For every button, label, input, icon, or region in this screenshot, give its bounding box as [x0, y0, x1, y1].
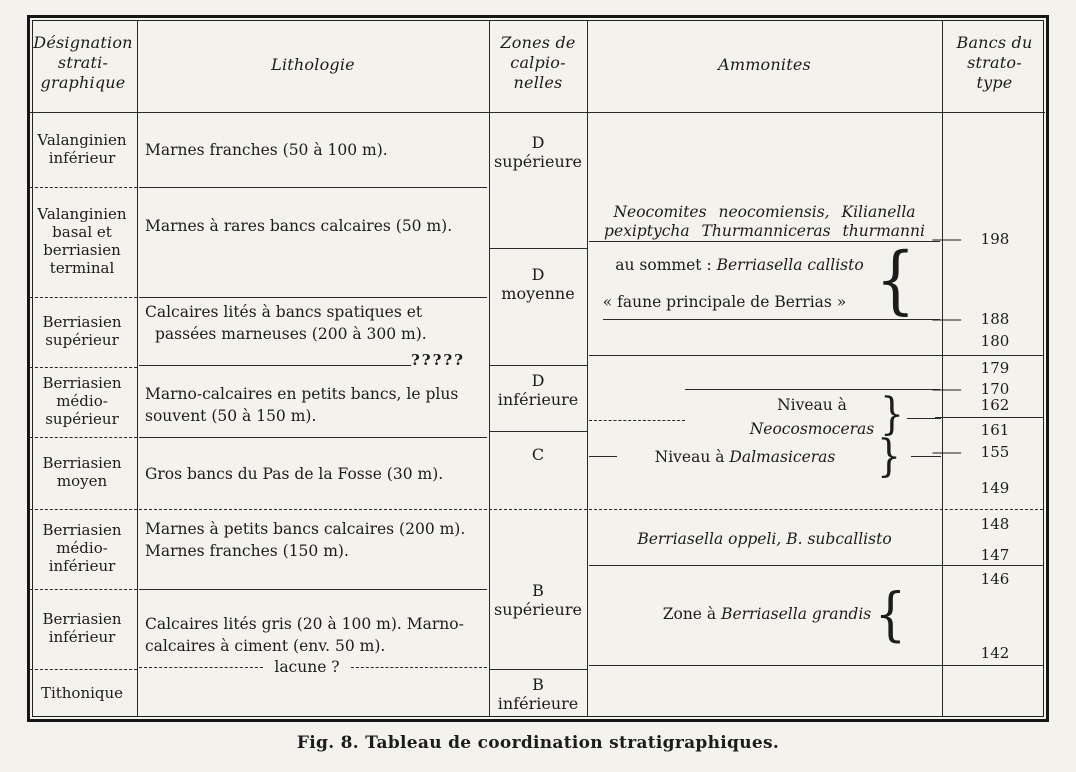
- calpionelle-zone-b-superieure: [489, 581, 587, 619]
- stage-line: inférieur: [48, 557, 116, 575]
- calpionelle-zone-d-superieure: [489, 133, 587, 171]
- ammonite-fauna-neocomites: [592, 203, 937, 241]
- lithology-text: souvent (50 à 150 m).: [145, 407, 317, 425]
- ammonite-niveau-neocosmoceras: [742, 396, 882, 439]
- ammonite-text: Niveau à: [777, 396, 847, 414]
- lithology-row-7: [145, 613, 485, 657]
- bed-value: 161: [980, 421, 1010, 439]
- zone-qualifier: supérieure: [494, 152, 582, 171]
- row-divider: [139, 297, 487, 298]
- ammonite-fauna-oppeli: [592, 530, 937, 549]
- bed-number-142: [947, 644, 1043, 662]
- stage-line: Tithonique: [40, 684, 124, 702]
- header-line: Ammonites: [718, 55, 811, 74]
- bed-value: 142: [980, 644, 1010, 662]
- calpionelle-zone-c: [489, 445, 587, 464]
- ammonite-note-fauna-quote: [602, 293, 847, 312]
- ammonite-text: Neocomites neocomiensis, Kilianella: [613, 203, 916, 221]
- row-divider: [30, 437, 137, 438]
- zone-letter: B: [532, 581, 544, 600]
- column-divider: [587, 21, 588, 716]
- lithology-text: Marnes franches (150 m).: [145, 542, 349, 560]
- bed-number-146: [947, 570, 1043, 588]
- header-line: graphique: [40, 73, 126, 92]
- ammonite-taxon: Berriasella oppeli, B. subcallisto: [637, 530, 892, 548]
- lithology-text: Gros bancs du Pas de la Fosse (30 m).: [145, 465, 444, 483]
- column-divider: [942, 21, 943, 716]
- lacune-divider-left: [139, 667, 263, 668]
- bed-number-162: [947, 396, 1043, 414]
- row-divider: [489, 509, 587, 510]
- connector-dash: [907, 418, 941, 419]
- row-divider: [935, 417, 1043, 418]
- zone-letter: D: [531, 133, 545, 152]
- stage-cell-valanginien-basal: [28, 205, 136, 277]
- brace-glyph: }: [877, 431, 901, 482]
- lacune-text: lacune ?: [274, 658, 340, 676]
- stage-cell-berriasien-moyen: [28, 454, 136, 490]
- bed-value: 155: [980, 443, 1010, 461]
- zone-qualifier: supérieure: [494, 600, 582, 619]
- stage-line: Berriasien: [42, 610, 122, 628]
- lithology-text: Calcaires lités gris (20 à 100 m).: [145, 615, 402, 633]
- stage-cell-berriasien-inferieur: [28, 610, 136, 646]
- zone-letter: C: [531, 445, 545, 464]
- header-line: calpio-: [510, 53, 566, 72]
- stage-line: berriasien: [43, 241, 121, 259]
- header-line: strati-: [57, 53, 109, 72]
- ammonite-taxon: Dalmasiceras: [729, 448, 836, 466]
- calpionelle-zone-b-inferieure: [489, 675, 587, 713]
- row-divider: [139, 589, 487, 590]
- stage-line: terminal: [49, 259, 115, 277]
- zone-letter: D: [531, 371, 545, 390]
- lacune-label: [267, 658, 347, 677]
- stage-cell-valanginien-inferieur: [28, 131, 136, 167]
- stratigraphic-table: [27, 15, 1049, 722]
- lithology-row-2: [145, 215, 485, 237]
- ammonite-text: pexiptycha Thurmanniceras thurmanni: [604, 222, 925, 240]
- stage-cell-berriasien-medio-superieur: [28, 374, 136, 428]
- header-line: Désignation: [33, 33, 133, 52]
- zone-qualifier: moyenne: [501, 284, 575, 303]
- uncertainty-query-marks: ?????: [411, 351, 465, 369]
- row-divider: [30, 187, 137, 188]
- bed-value: 146: [980, 570, 1010, 588]
- stage-line: médio-: [56, 539, 108, 557]
- row-divider: [489, 365, 587, 366]
- row-divider: [30, 589, 137, 590]
- ammonite-text: au sommet :: [615, 256, 717, 274]
- col-header-ammonites: [587, 55, 942, 75]
- header-line: type: [976, 73, 1013, 92]
- col-header-calpionelles: [489, 33, 587, 93]
- brace-glyph: {: [875, 237, 916, 323]
- bed-dash: —: [931, 443, 963, 461]
- lithology-row-1: [145, 139, 485, 161]
- row-divider: [489, 248, 587, 249]
- lithology-text: Marnes à rares bancs calcaires (50 m).: [145, 217, 453, 235]
- stage-line: médio-: [56, 392, 108, 410]
- stage-line: moyen: [56, 472, 108, 490]
- lithology-text: Marno-calcaires à ciment (env. 50 m).: [145, 615, 464, 655]
- row-divider: [589, 509, 1043, 510]
- ammonite-note-summit: [602, 256, 877, 275]
- zone-qualifier: inférieure: [497, 390, 579, 409]
- bed-value: 179: [980, 359, 1010, 377]
- lithology-row-5: [145, 463, 485, 485]
- bed-value: 149: [980, 479, 1010, 497]
- ammonite-taxon: Berriasella callisto: [716, 256, 864, 274]
- row-divider: [139, 509, 487, 510]
- lithology-text: Marnes franches (50 à 100 m).: [145, 141, 388, 159]
- col-header-designation: [29, 33, 137, 93]
- row-divider: [139, 437, 487, 438]
- stage-line: supérieur: [45, 410, 119, 428]
- bed-number-147: [947, 546, 1043, 564]
- row-divider: [139, 365, 411, 366]
- header-divider: [29, 112, 1045, 113]
- row-divider: [30, 297, 137, 298]
- bed-number-179: [947, 359, 1043, 377]
- stage-line: Valanginien: [37, 205, 127, 223]
- figure-caption: Fig. 8. Tableau de coordination stratigraphiques.: [296, 733, 780, 753]
- lacune-divider-right: [351, 667, 487, 668]
- lithology-text: Marno-calcaires en petits bancs, le plus: [145, 385, 459, 403]
- header-line: strato-: [967, 53, 1022, 72]
- ammonite-text: « faune principale de Berrias »: [602, 293, 847, 311]
- bed-value: 180: [980, 332, 1010, 350]
- header-line: Lithologie: [271, 55, 355, 74]
- connector-dash: [589, 456, 617, 457]
- ammonite-taxon: Berriasella grandis: [721, 605, 872, 623]
- row-divider: [30, 509, 137, 510]
- bed-number-149: [947, 479, 1043, 497]
- row-divider: [30, 367, 137, 368]
- zone-letter: B: [532, 675, 544, 694]
- bed-number-180: [947, 332, 1043, 350]
- bed-number-161: [947, 421, 1043, 439]
- lithology-row-4: [145, 383, 485, 427]
- stage-line: supérieur: [45, 331, 119, 349]
- brace-glyph: }: [880, 389, 904, 440]
- bed-dash: —: [931, 310, 963, 328]
- header-line: Zones de: [500, 33, 576, 52]
- bed-dash: —: [931, 380, 963, 398]
- lithology-row-3: [145, 301, 485, 345]
- bed-value: 148: [980, 515, 1010, 533]
- bed-dash: —: [931, 230, 963, 248]
- stage-line: Berriasien: [42, 521, 122, 539]
- calpionelle-zone-d-moyenne: [489, 265, 587, 303]
- stage-line: Berriasien: [42, 313, 122, 331]
- stage-line: inférieur: [48, 149, 116, 167]
- row-divider: [30, 669, 137, 670]
- col-header-bancs: [944, 33, 1045, 93]
- row-divider: [489, 431, 587, 432]
- header-line: Bancs du: [956, 33, 1033, 52]
- bed-number-155: [931, 443, 1043, 461]
- stage-line: inférieur: [48, 628, 116, 646]
- stage-line: Berriasien: [42, 374, 122, 392]
- ammonite-text: Niveau à: [654, 448, 730, 466]
- lithology-row-6: [145, 518, 485, 562]
- row-divider: [589, 665, 1043, 666]
- bed-number-188: [931, 310, 1043, 328]
- lithology-text: Calcaires lités à bancs spatiques et: [145, 303, 423, 321]
- bed-value: 162: [980, 396, 1010, 414]
- lithology-text: passées marneuses (200 à 300 m).: [155, 325, 427, 343]
- stage-line: Berriasien: [42, 454, 122, 472]
- bed-value: 198: [980, 230, 1010, 248]
- bed-value: 170: [980, 380, 1010, 398]
- bed-number-148: [947, 515, 1043, 533]
- ammonite-text: Zone à: [662, 605, 722, 623]
- stage-cell-berriasien-medio-inferieur: [28, 521, 136, 575]
- bed-value: 188: [980, 310, 1010, 328]
- bed-value: 147: [980, 546, 1010, 564]
- lithology-text: Marnes à petits bancs calcaires (200 m).: [145, 520, 466, 538]
- bed-number-198: [931, 230, 1043, 248]
- row-divider: [603, 319, 940, 320]
- column-divider: [137, 21, 138, 716]
- row-divider: [489, 669, 587, 670]
- row-divider: [589, 565, 1043, 566]
- header-line: nelles: [513, 73, 563, 92]
- row-divider: [139, 187, 487, 188]
- stage-line: Valanginien: [37, 131, 127, 149]
- zone-letter: D: [531, 265, 545, 284]
- row-divider: [589, 355, 1043, 356]
- connector-dash: [589, 420, 685, 421]
- stage-cell-berriasien-superieur: [28, 313, 136, 349]
- calpionelle-zone-d-inferieure: [489, 371, 587, 409]
- col-header-lithologie: [137, 55, 489, 75]
- brace-glyph: {: [874, 580, 907, 648]
- ammonite-taxon: Neocosmoceras: [749, 420, 875, 438]
- ammonite-niveau-dalmasiceras: [619, 448, 871, 467]
- zone-qualifier: inférieure: [497, 694, 579, 713]
- stage-cell-tithonique: [28, 684, 136, 702]
- ammonite-zone-grandis: [617, 605, 917, 624]
- stage-line: basal et: [52, 223, 112, 241]
